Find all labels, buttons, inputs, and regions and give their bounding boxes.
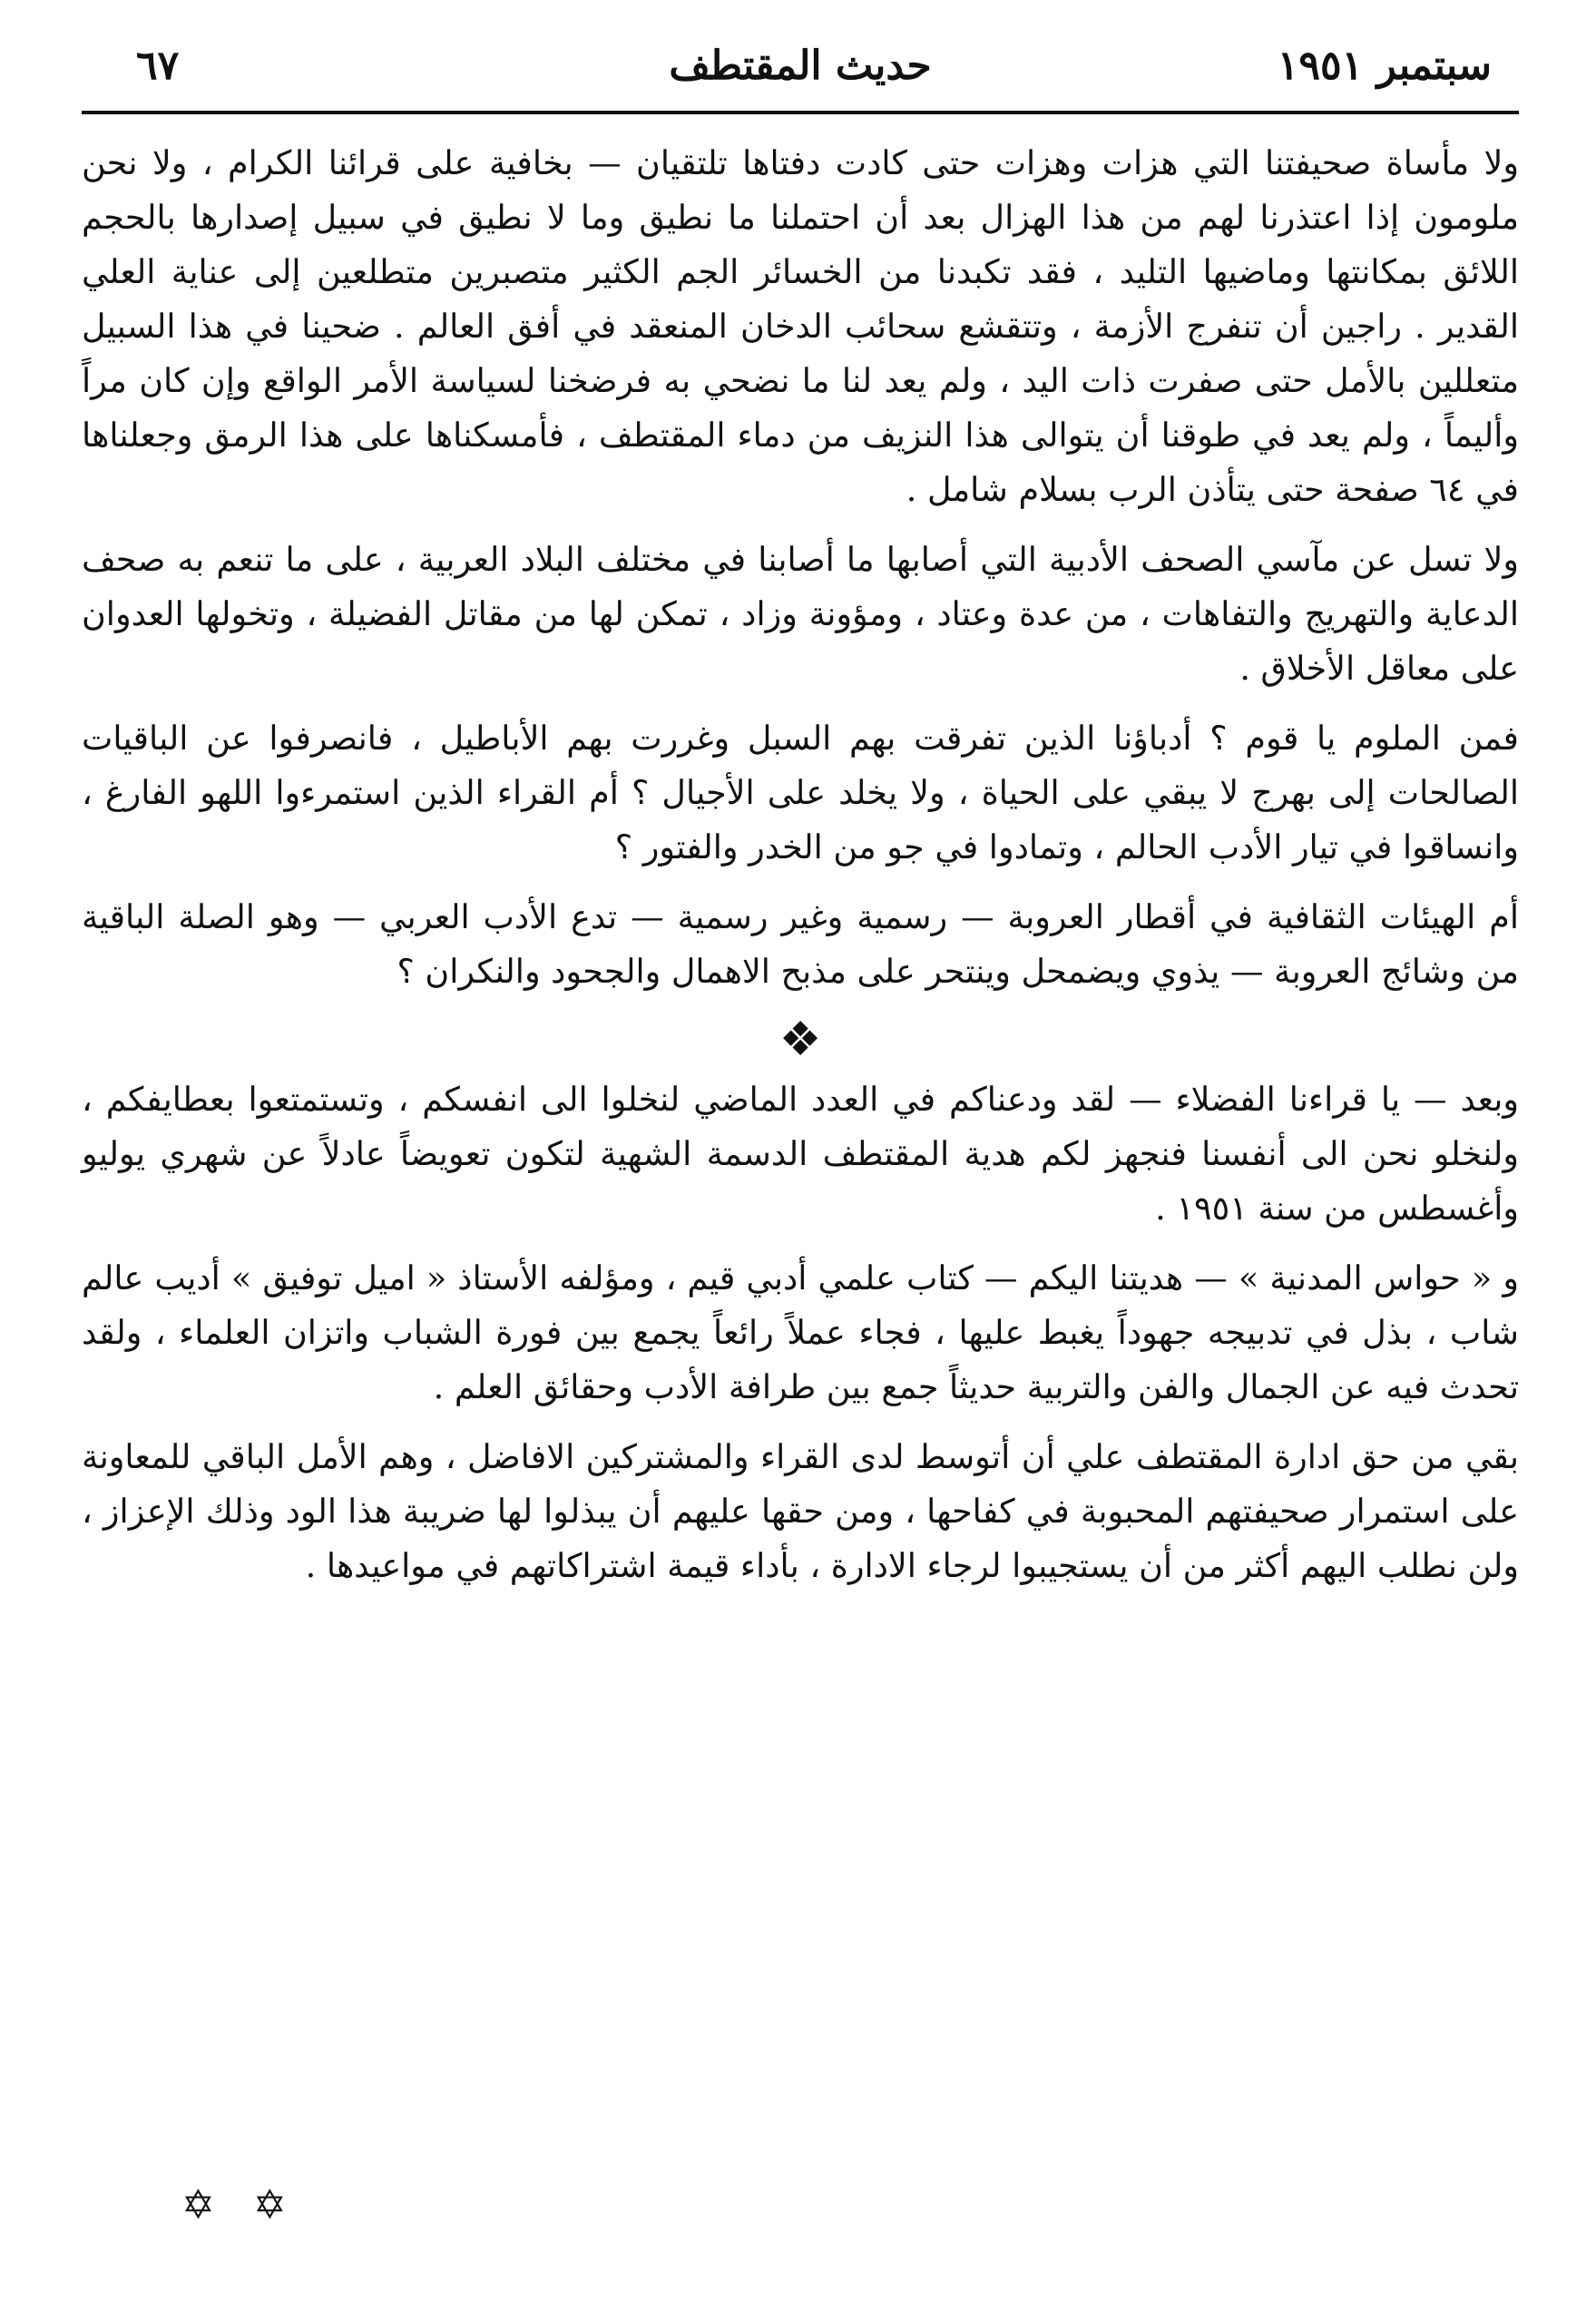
header-title: حديث المقتطف [669, 43, 932, 89]
paragraph-6: و « حواس المدنية » — هديتنا اليكم — كتاب علمي أدبي قيم ، ومؤلفه الأستاذ « اميل توفيق » أديب عالم شاب ، بذل في تدبيجه جهوداً يغبط عليها ، فجاء عملاً رائعاً يجمع بين فورة الشباب واتزان العلماء ، ولقد تحدث فيه عن الجمال والفن والتربية حديثاً جمع بين طرافة الأدب وحقائق العلم . [82, 1258, 1519, 1406]
paragraph-5: وبعد — يا قراءنا الفضلاء — لقد ودعناكم في العدد الماضي لنخلوا الى انفسكم ، وتستمتعوا بعطايفكم ، ولنخلو نحن الى أنفسنا فنجهز لكم هدية المقتطف الدسمة الشهية لتكون تعويضاً عادلاً عن شهري يوليو وأغسطس من سنة ١٩٥١ . [82, 1080, 1519, 1228]
page-number: ٦٧ [136, 43, 180, 89]
paragraph-2: ولا تسل عن مآسي الصحف الأدبية التي أصابها ما أصابنا في مختلف البلاد العربية ، على ما تنعم به صحف الدعاية والتهريج والتفاهات ، من عدة وعتاد ، ومؤونة وزاد ، تمكن لها من مقاتل الفضيلة ، وتخولها العدوان على معاقل الأخلاق . [82, 540, 1519, 688]
page-header [82, 34, 1519, 98]
section-ornament-icon: ❖ [778, 1013, 822, 1067]
paragraph-7: بقي من حق ادارة المقتطف علي أن أتوسط لدى القراء والمشتركين الافاضل ، وهم الأمل الباقي للمعاونة على استمرار صحيفتهم المحبوبة في كفاحها ، ومن حقها عليهم أن يبذلوا لها ضريبة هذا الود وذلك الإعزاز ، ولن نطلب اليهم أكثر من أن يستجيبوا لرجاء الادارة ، بأداء قيمة اشتراكاتهم في مواعيدها . [82, 1437, 1519, 1585]
end-stars-icon: ✡ ✡ [181, 2182, 299, 2228]
paragraph-4: أم الهيئات الثقافية في أقطار العروبة — رسمية وغير رسمية — تدع الأدب العربي — وهو الصلة الباقية من وشائج العروبة — يذوي ويضمحل وينتحر على مذبح الاهمال والجحود والنكران ؟ [82, 897, 1519, 991]
paragraph-1: ولا مأساة صحيفتنا التي هزات وهزات حتى كادت دفتاها تلتقيان — بخافية على قرائنا الكرام ، ولا نحن ملومون إذا اعتذرنا لهم من هذا الهزال بعد أن احتملنا ما نطيق وما لا نطيق في سبيل إصدارها بالحجم اللائق بمكانتها وماضيها التليد ، فقد تكبدنا من الخسائر الجم الكثير متصبرين متطلعين إلى عناية العلي القدير . راجين أن تنفرج الأزمة ، وتتقشع سحائب الدخان المنعقد في أفق العالم . ضحينا في هذا السبيل متعللين بالأمل حتى صفرت ذات اليد ، ولم يعد لنا ما نضحي به فرضخنا لسياسة الأمر الواقع وإن كان مراً وأليماً ، ولم يعد في طوقنا أن يتوالى هذا النزيف من دماء المقتطف ، فأمسكناها على هذا الرمق وجعلناها في ٦٤ صفحة حتى يتأذن الرب بسلام شامل . [82, 143, 1519, 509]
header-date: سبتمبر ١٩٥١ [1277, 43, 1492, 89]
paragraph-3: فمن الملوم يا قوم ؟ أدباؤنا الذين تفرقت بهم السبل وغررت بهم الأباطيل ، فانصرفوا عن الباقيات الصالحات إلى بهرج لا يبقي على الحياة ، ولا يخلد على الأجيال ؟ أم القراء الذين استمرءوا اللهو الفارغ ، وانساقوا في تيار الأدب الحالم ، وتمادوا في جو من الخدر والفتور ؟ [82, 719, 1519, 867]
header-divider [82, 111, 1519, 114]
